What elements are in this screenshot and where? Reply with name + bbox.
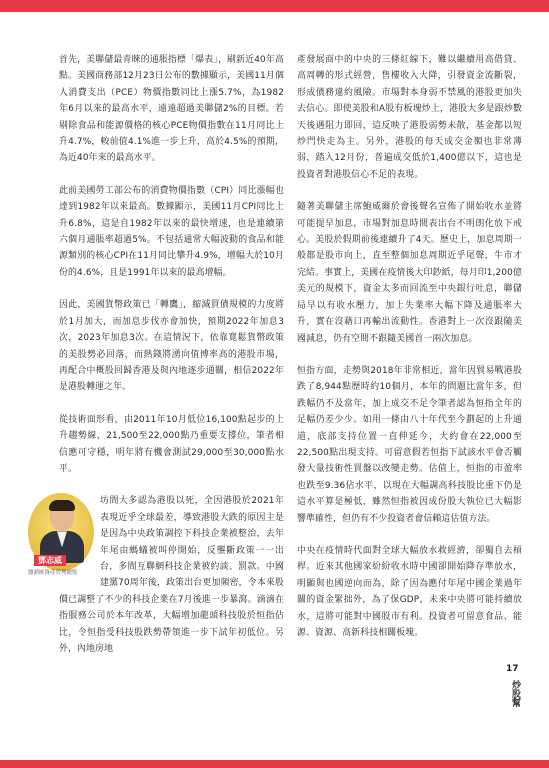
article-paragraph: 因此，美國貨幣政策已「轉鷹」，縮減買債規模的力度將於1月加大，而加息步伐亦會加快，預期2022年加息3次，2023年加息3次。在這情況下，依靠寬鬆貨幣政策的美股勢必回落，而熱錢將湧向值博率高的港股市場，再配合中概股回歸香港及與內地逐步通關，相信2022年是港股轉運之年。 bbox=[59, 300, 284, 393]
article-paragraph: 從技術面形看，由2011年10月低位16,100點起步的上升趨勢線，21,500至22,000點乃重要支撐位，筆者相信應可守穩，明年將有機會測試29,000至30,000點水平。 bbox=[59, 414, 284, 474]
left-column bbox=[28, 52, 284, 673]
page-number: 17 bbox=[506, 664, 519, 674]
top-accent-bar bbox=[0, 0, 549, 12]
brand-label: 炒股幫 bbox=[510, 680, 520, 707]
author-photo-hair bbox=[49, 500, 75, 511]
article-paragraph: 坊間大多認為港股以死，全因港股於2021年表現近乎全球最差，導致港股大跌的原因主是是因為中央政策調控下科技企業被整治，去年年尾由螞蟻被叫停開始，反壟斷政策一一出台，多間互聯網科技企業被約談、罰款。中國建黨70周年後，政策出台更加頻密，令本來股價已調整了不少的科技企業在7月後進一步暴瀉。滴滴在指服務公司於本年改革，大幅增加龍頭科技股於恒指佔比，令恒指受科技股跌勢帶領進一步下試年初低位。另外，內地房地 bbox=[59, 496, 284, 654]
article-paragraph: 首先，美聯儲最青睞的通脹指標「爆表」，刷新近40年高點。美國商務部12月23日公布的數據顯示，美國11月個人消費支出（PCE）物價指數同比上漲5.7%，為1982年6月以來的最高水平，遠遠超過美聯儲2%的目標。若剔除食品和能源價格的核心PCE物價指數在11月同比上升4.7%，較前值4.1%進一步上升，高於4.5%的預期，為近40年來的最高水平。 bbox=[59, 55, 284, 164]
article-paragraph: 隨著美聯儲主席鮑威爾於會後聲名宣佈了開始收水並將可能提早加息，市場對加息時間表出台不明朗化放下戒心。美股於假期前後連續升了4天。歷史上，加息周期一般都是股市向上，直至整個加息周期近乎尾聲，牛市才完結。事實上，美國在疫情後大印鈔紙，每月印1,200億美元的規模下，資金太多而回流至中央銀行吐息，聯儲局早以有收水壓力，加上失業率大幅下降及通脹率大升，實在沒藉口再輸出流動性。香港對上一次沒跟隨美國減息，仍有空間不跟隨美國首一兩次加息。 bbox=[297, 202, 522, 344]
author-name: 鄧志威 bbox=[34, 555, 66, 566]
article-paragraph: 中央在疫情時代面對全球大幅放水救經濟，卻獨自去槓桿。近來其他國家紛紛收水時中國卻開始降存準放水，明顯與也國逆向而為，除了因為應付年尾中國企業過年關的資金緊拙外，為了保GDP，未來中央將可能持續放水，這將可能對中國股市有利。投資者可留意食品、能源、資源、高新科技相關板塊。 bbox=[297, 545, 522, 638]
article-paragraph: 產發展商中的中央的三條紅線下，難以繼續用高借貸、高周轉的形式經營，售樓收入大降，引發資金流斷裂，形成債務違約風險。市場對本身弱不禁風的港股更加失去信心。即使美股和A股有板塊炒上，港股大多是跟炒數天後遇阻力即回，這反映了港股弱勢未散，基金都以短炒門快走為主。另外，港股的每天成交金額也非常薄弱，踏入12月份，普遍成交低於1,400億以下，這也是投資者對港股信心不足的表現。 bbox=[297, 55, 522, 180]
author-title: 囍鼎匯資產管理總監 bbox=[28, 570, 78, 577]
author-photo bbox=[28, 493, 94, 585]
article-paragraph: 此前美國勞工部公布的消費物價指數（CPI）同比漲幅也達到1982年以來最高。數據顯示，美國11月CPI同比上升6.8%，這是自1982年以來的最快增速，也是連續第六個月通脹率超過5%。不包括通常大幅波動的食品和能源類別的核心CPI在11月同比攀升4.9%，增幅大於10月份的4.6%，且是1991年以來的最高增幅。 bbox=[59, 185, 284, 278]
bottom-accent-bar bbox=[0, 760, 549, 768]
article-paragraph: 恒指方面，走勢與2018年非常相近，當年因貿易戰港股跌了8,944點歷時約10個月，本年的問題比當年多，但跌幅仍不及當年，加上成交不足令筆者認為恒指全年的足幅仍差少少。如用一條由八十年代至今劃起的上升通道，底部支持位置一直伸延今，大約會在22,000至22,500點出現支持。可留意假若恒指下試該水平會否觸發大量技術性買盤以改變走勢。估值上，恒指的市盈率也跌至9.36佔水平，以現在大幅調高科技股比重下仍是這水平算是極低，雖然恒指被因成份股大執位已大幅影響準確性，但仍有不少投資者會信賴這估值方法。 bbox=[297, 365, 522, 524]
right-column bbox=[297, 52, 522, 657]
